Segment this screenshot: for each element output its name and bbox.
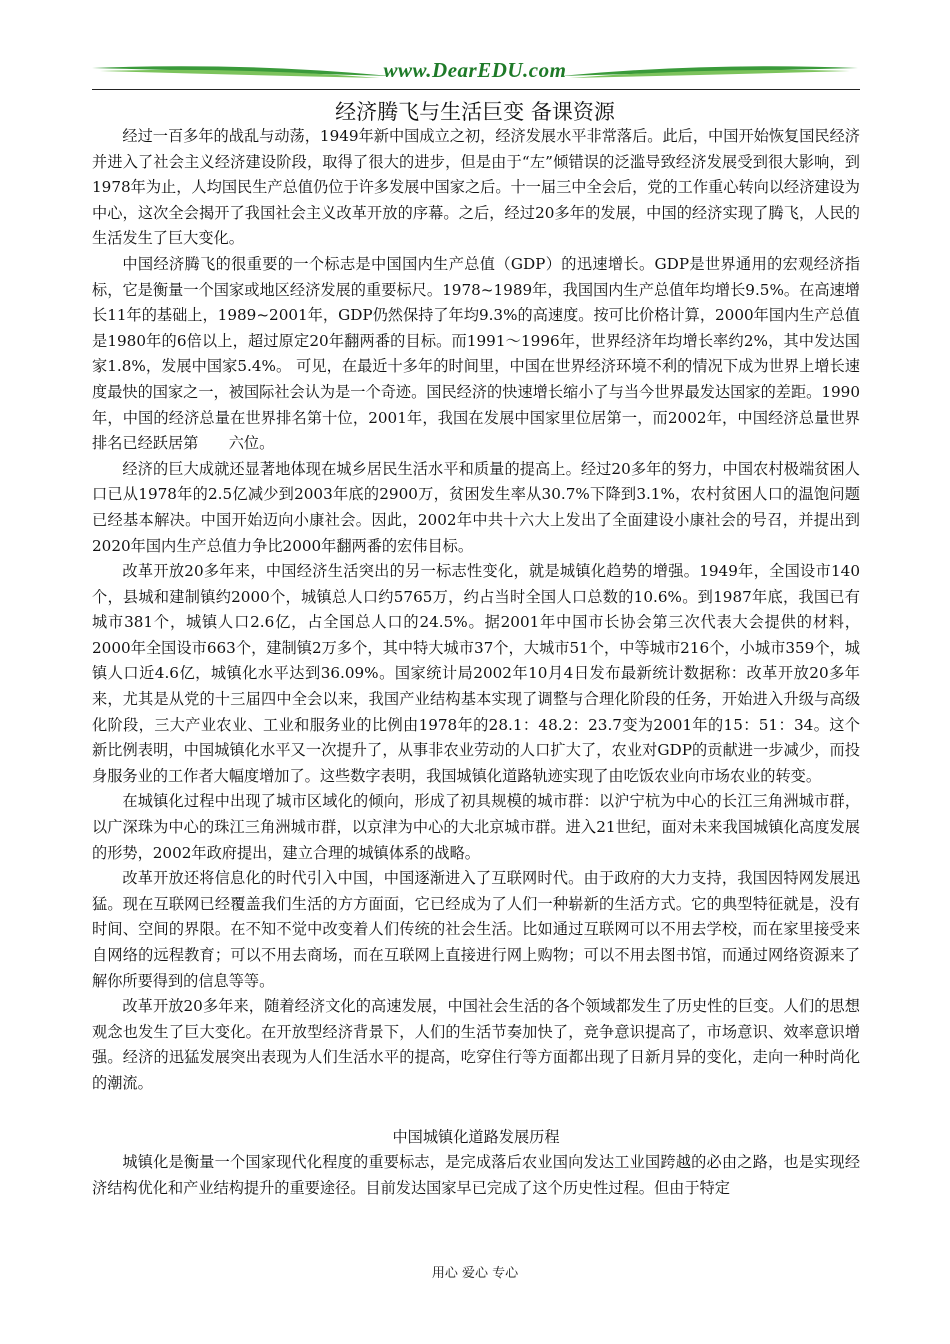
- paragraph: 中国经济腾飞的很重要的一个标志是中国国内生产总值（GDP）的迅速增长。GDP是世界通用的宏观经济指标，它是衡量一个国家或地区经济发展的重要标尺。1978~1989年，我国国内生产总值年均增长9.5%。在高速增长11年的基础上，1989~2001年，GDP仍然保持了年均9.3%的高速度。按可比价格计算，2000年国内生产总值是1980年的6倍以上，超过原定20年翻两番的目标。而1991～1996年，世界经济年均增长率约2%，其中发达国家1.8%，发展中国家5.4%。 可见，在最近十多年的时间里，中国在世界经济环境不利的情况下成为世界上增长速度最快的国家之一，被国际社会认为是一个奇迹。国民经济的快速增长缩小了与当今世界最发达国家的差距。1990年，中国的经济总量在世界排名第十位，2001年，我国在发展中国家里位居第一，而2002年，中国经济总量世界排名已经跃居第 六位。: [92, 254, 860, 453]
- header-divider: [92, 89, 860, 90]
- site-banner: [90, 58, 860, 88]
- site-logo-text[interactable]: www.DearEDU.com: [383, 58, 567, 82]
- paragraph: 在城镇化过程中出现了城市区域化的倾向，形成了初具规模的城市群：以沪宁杭为中心的长江三角洲城市群，以广深珠为中心的珠江三角洲城市群，以京津为中心的大北京城市群。进入21世纪，面对未来我国城镇化高度发展的形势，2002年政府提出，建立合理的城镇体系的战略。: [92, 792, 860, 862]
- document-body: [92, 124, 860, 1201]
- section-heading: 中国城镇化道路发展历程: [392, 1127, 560, 1146]
- paragraph: 改革开放还将信息化的时代引入中国，中国逐渐进入了互联网时代。由于政府的大力支持，我国因特网发展迅猛。现在互联网已经覆盖我们生活的方方面面，它已经成为了人们一种崭新的生活方式。它的典型特征就是，没有时间、空间的界限。在不知不觉中改变着人们传统的社会生活。比如通过互联网可以不用去学校，而在家里接受来自网络的远程教育；可以不用去商场，而在互联网上直接进行网上购物；可以不用去图书馆，而通过网络资源来了解你所要得到的信息等等。: [92, 869, 860, 990]
- page-footer: 用心 爱心 专心: [431, 1266, 519, 1281]
- paragraph: 城镇化是衡量一个国家现代化程度的重要标志，是完成落后农业国向发达工业国跨越的必由之路，也是实现经济结构优化和产业结构提升的重要途径。目前发达国家早已完成了这个历史性过程。但由于特定: [92, 1153, 860, 1197]
- paragraph: 改革开放20多年来，中国经济生活突出的另一标志性变化，就是城镇化趋势的增强。1949年，全国设市140个，县城和建制镇约2000个，城镇总人口约5765万，约占当时全国人口总数的10.6%。到1987年底，我国已有城市381个，城镇人口2.6亿，占全国总人口的24.5%。据2001年中国市长协会第三次代表大会提供的材料，2000年全国设市663个，建制镇2万多个，其中特大城市37个，大城市51个，中等城市216个，小城市359个，城镇人口近4.6亿，城镇化水平达到36.09%。国家统计局2002年10月4日发布最新统计数据称：改革开放20多年来，尤其是从党的十三届四中全会以来，我国产业结构基本实现了调整与合理化阶段的任务，开始进入升级与高级化阶段，三大产业农业、工业和服务业的比例由1978年的28.1：48.2：23.7变为2001年的15：51：34。这个新比例表明，中国城镇化水平又一次提升了，从事非农业劳动的人口扩大了，农业对GDP的贡献进一步减少，而投身服务业的工作者大幅度增加了。这些数字表明，我国城镇化道路轨迹实现了由吃饭农业向市场农业的转变。: [92, 562, 860, 785]
- paragraph: 改革开放20多年来，随着经济文化的高速发展，中国社会生活的各个领域都发生了历史性的巨变。人们的思想观念也发生了巨大变化。在开放型经济背景下，人们的生活节奏加快了，竞争意识提高了，市场意识、效率意识增强。经济的迅猛发展突出表现为人们生活水平的提高，吃穿住行等方面都出现了日新月异的变化，走向一种时尚化的潮流。: [92, 997, 860, 1092]
- document-title: 经济腾飞与生活巨变 备课资源: [335, 100, 615, 124]
- paragraph: 经过一百多年的战乱与动荡，1949年新中国成立之初，经济发展水平非常落后。此后，中国开始恢复国民经济并进入了社会主义经济建设阶段，取得了很大的进步，但是由于“左”倾错误的泛滥导致经济发展受到很大影响，到1978年为止，人均国民生产总值仍位于许多发展中国家之后。十一届三中全会后，党的工作重心转向以经济建设为中心，这次全会揭开了我国社会主义改革开放的序幕。之后，经过20多年的发展，中国的经济实现了腾飞，人民的生活发生了巨大变化。: [92, 127, 860, 248]
- paragraph: 经济的巨大成就还显著地体现在城乡居民生活水平和质量的提高上。经过20多年的努力，中国农村极端贫困人口已从1978年的2.5亿减少到2003年底的2900万，贫困发生率从30.7%下降到3.1%，农村贫困人口的温饱问题已经基本解决。中国开始迈向小康社会。因此，2002年中共十六大上发出了全面建设小康社会的号召，并提出到2020年国内生产总值力争比2000年翻两番的宏伟目标。: [92, 459, 860, 555]
